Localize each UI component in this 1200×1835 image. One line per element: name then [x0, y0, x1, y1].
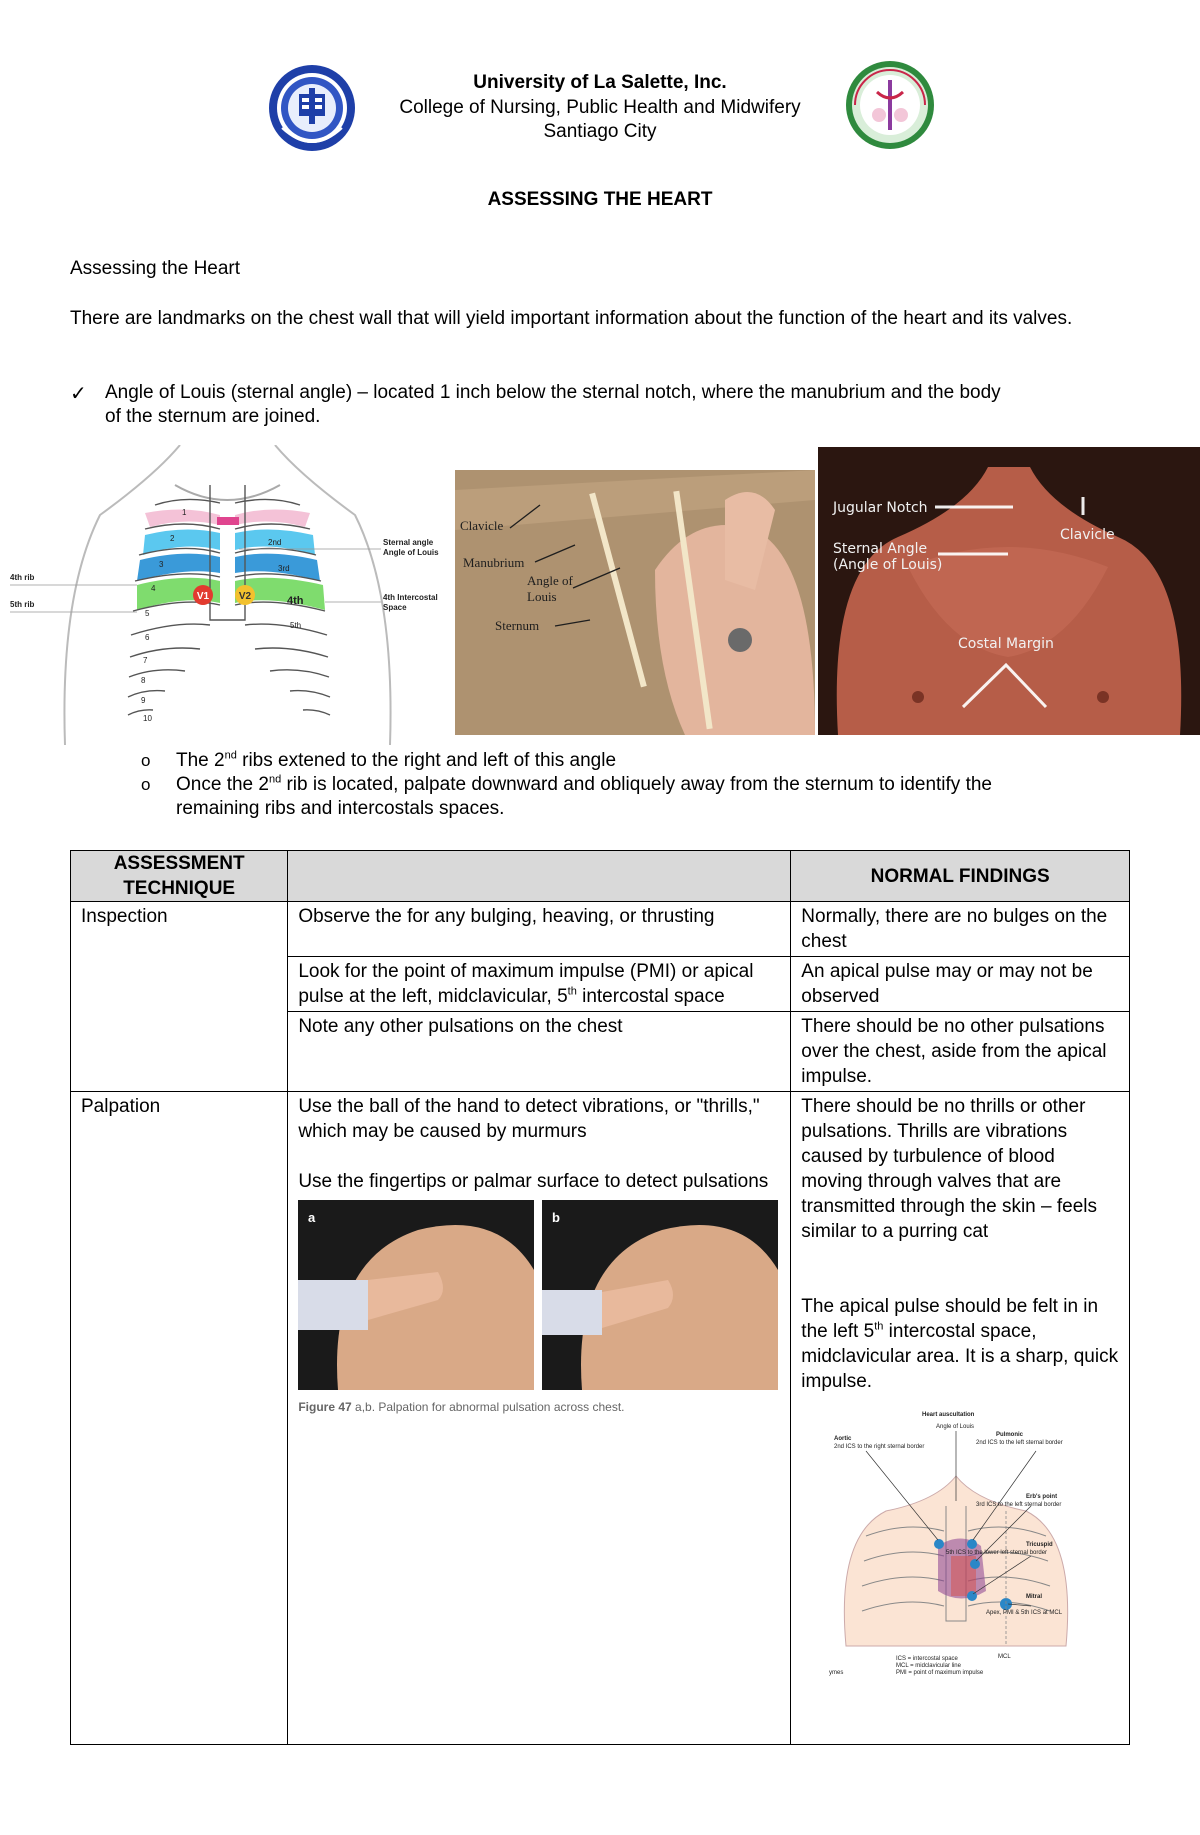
angle-of-louis-label: Louis	[527, 589, 557, 604]
clavicle-label: Clavicle	[460, 518, 504, 533]
palpation-finding-2	[801, 1294, 1119, 1394]
rib-number: 9	[141, 696, 146, 705]
jugular-notch-label: Jugular Notch	[833, 500, 928, 516]
v2-marker: V2	[238, 591, 252, 602]
mitral-sub: Apex, PMI & 5th ICS at MCL	[986, 1610, 1063, 1616]
figure-tag-b: b	[552, 1210, 561, 1225]
figure-caption	[298, 1399, 778, 1415]
palpation-photo	[455, 470, 815, 735]
text: ribs extened to the right and left of this angle	[236, 750, 617, 771]
heart-auscultation-diagram	[826, 1406, 1086, 1683]
definition-line-2: of the sternum are joined.	[105, 406, 321, 427]
superscript: nd	[268, 773, 282, 786]
sternal-angle-label: (Angle of Louis)	[833, 557, 943, 573]
inspection-finding: Normally, there are no bulges on the chest	[791, 902, 1130, 957]
rib-number: 8	[141, 676, 146, 685]
inspection-finding: There should be no other pulsations over the chest, aside from the apical impulse.	[791, 1012, 1130, 1092]
angle-of-louis-definition	[105, 381, 1135, 429]
university-name: University of La Salette, Inc.	[473, 72, 727, 93]
header-text: ASSESSMENT	[113, 853, 245, 874]
superscript: th	[567, 985, 577, 998]
sub-bullet-1	[176, 749, 1126, 773]
inspection-action	[288, 957, 791, 1012]
aortic-label: Aortic	[834, 1436, 852, 1442]
pulmonic-label: Pulmonic	[996, 1432, 1024, 1438]
rib-number: 7	[143, 656, 148, 665]
palpation-label: Palpation	[71, 1092, 288, 1745]
palpation-finding-1: There should be no thrills or other pulsations. Thrills are vibrations caused by turbulence of blood moving through valves that are transmitted through the skin – feels similar to a purring cat	[801, 1096, 1098, 1242]
mitral-label: Mitral	[1026, 1594, 1043, 1600]
definition-line-1: Angle of Louis (sternal angle) – located 1 inch below the sternal notch, where the manubrium and the body	[105, 382, 1001, 403]
inspection-finding: An apical pulse may or may not be observed	[791, 957, 1130, 1012]
rib-number: 6	[145, 633, 150, 642]
manubrium-label: Manubrium	[463, 555, 525, 570]
city-name: Santiago City	[543, 121, 657, 142]
sternal-angle-label: Sternal Angle	[833, 541, 928, 557]
intro-paragraph: There are landmarks on the chest wall that will yield important information about the function of the heart and its valves.	[70, 308, 1073, 329]
corner-label: ymes	[829, 1670, 844, 1676]
chest-landmarks-photo	[818, 447, 1200, 735]
legend-mcl: MCL = midclavicular line	[896, 1663, 962, 1669]
tricuspid-label: Tricuspid	[1026, 1542, 1053, 1548]
inspection-label: Inspection	[71, 902, 288, 1092]
angle-of-louis-label: Angle of	[527, 573, 573, 588]
figure-tag-a: a	[308, 1210, 316, 1225]
rib-number: 10	[143, 714, 152, 723]
header-blank	[288, 851, 791, 902]
section-heading: Assessing the Heart	[70, 258, 241, 279]
tricuspid-sub: 5th ICS to the lower left sternal border	[946, 1550, 1048, 1556]
text: The apical pulse should be felt in in the left 5	[801, 1296, 1099, 1342]
assessment-table	[70, 850, 1130, 1745]
mcl-label: MCL	[998, 1654, 1011, 1660]
check-icon: ✓	[70, 383, 87, 405]
palpation-finding	[791, 1092, 1130, 1745]
auscultation-title: Heart auscultation	[922, 1412, 975, 1418]
palpation-action-1: Use the ball of the hand to detect vibrations, or "thrills," which may be caused by murmurs	[298, 1096, 760, 1142]
legend-ics: ICS = intercostal space	[896, 1656, 959, 1662]
sternal-angle-label: Sternal angle	[383, 538, 434, 547]
superscript: nd	[224, 749, 237, 762]
sub-bullet-2	[176, 773, 1126, 821]
bullet-marker: o	[141, 775, 151, 794]
rib-number: 3	[159, 560, 164, 569]
superscript: th	[874, 1320, 884, 1333]
rib-label: 3rd	[278, 564, 290, 573]
sternum-label: Sternum	[495, 618, 540, 633]
intercostal-space-label: 4th Intercostal	[383, 593, 438, 602]
sternal-angle-label: Angle of Louis	[383, 548, 439, 557]
text: The 2	[176, 750, 225, 771]
rib-number: 4	[151, 584, 156, 593]
5th-rib-label: 5th rib	[10, 600, 35, 609]
inspection-action: Note any other pulsations on the chest	[288, 1012, 791, 1092]
palpation-figure	[298, 1200, 778, 1415]
header-assessment-technique	[71, 851, 288, 902]
header-text: TECHNIQUE	[123, 878, 236, 899]
v1-marker: V1	[196, 591, 210, 602]
text: Look for the point of maximum impulse (PMI) or apical pulse at the left, midclavicular, 5	[298, 961, 754, 1007]
legend-pmi: PMI = point of maximum impulse	[896, 1670, 984, 1676]
rib-number: 1	[182, 508, 187, 517]
text: Once the 2	[176, 774, 269, 795]
erbs-sub: 3rd ICS to the left sternal border	[976, 1502, 1062, 1508]
erbs-label: Erb's point	[1026, 1494, 1058, 1500]
rib-number: 2	[170, 534, 175, 543]
inspection-action: Observe the for any bulging, heaving, or thrusting	[288, 902, 791, 957]
aortic-sub: 2nd ICS to the right sternal border	[834, 1444, 925, 1450]
text: remaining ribs and intercostals spaces.	[176, 798, 505, 819]
rib-label: 4th	[287, 595, 304, 607]
rib-cage-diagram	[5, 445, 450, 745]
rib-label: 2nd	[268, 538, 282, 547]
4th-rib-label: 4th rib	[10, 573, 35, 582]
college-name: College of Nursing, Public Health and Midwifery	[399, 97, 801, 118]
pulmonic-sub: 2nd ICS to the left sternal border	[976, 1440, 1064, 1446]
caption-bold: Figure 47	[298, 1400, 352, 1414]
header-normal-findings: NORMAL FINDINGS	[791, 851, 1130, 902]
rib-label: 5th	[290, 621, 302, 630]
text: intercostal space	[576, 986, 725, 1007]
text: intercostal space, midclavicular area. It is a sharp, quick impulse.	[801, 1321, 1119, 1392]
rib-number: 5	[145, 609, 150, 618]
bullet-marker: o	[141, 751, 151, 770]
page-title: ASSESSING THE HEART	[487, 189, 713, 210]
caption-text: a,b. Palpation for abnormal pulsation across chest.	[351, 1400, 625, 1414]
intercostal-space-label: Space	[383, 603, 407, 612]
angle-label: Angle of Louis	[936, 1424, 975, 1430]
text: rib is located, palpate downward and obliquely away from the sternum to identify the	[281, 774, 992, 795]
costal-margin-label: Costal Margin	[958, 636, 1054, 652]
palpation-action	[288, 1092, 791, 1745]
clavicle-label: Clavicle	[1060, 527, 1115, 543]
palpation-action-2: Use the fingertips or palmar surface to detect pulsations	[298, 1171, 769, 1192]
